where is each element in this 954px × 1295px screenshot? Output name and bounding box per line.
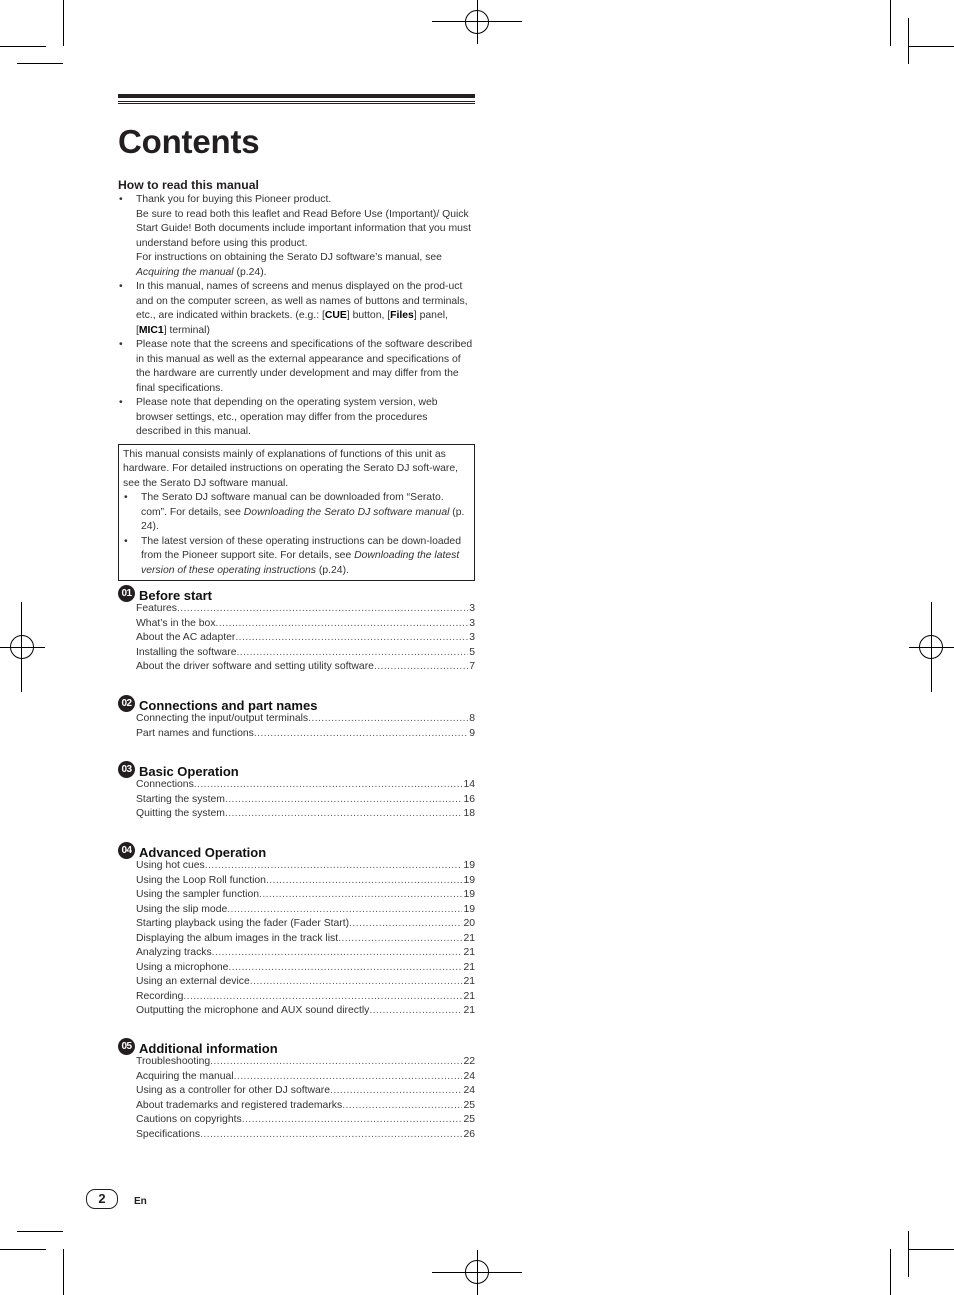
crop-mark bbox=[0, 1249, 46, 1250]
note-text: The Serato DJ software manual can be downloaded from “Serato. com”. For details, see bbox=[141, 492, 444, 518]
title-rule bbox=[118, 101, 475, 102]
toc-entry-label: Starting the system bbox=[136, 793, 225, 805]
toc-entry[interactable] bbox=[136, 1070, 475, 1085]
registration-target-icon bbox=[919, 635, 943, 659]
toc-entry[interactable] bbox=[136, 1084, 475, 1099]
crop-mark bbox=[908, 18, 909, 64]
toc-entry[interactable] bbox=[136, 975, 475, 990]
crop-mark bbox=[63, 1249, 64, 1295]
note-text: The latest version of these operating instructions can be down-loaded from the Pioneer support site. For details, see bbox=[141, 535, 461, 561]
page-footer bbox=[86, 1189, 147, 1209]
toc-entry-page: 18 bbox=[463, 808, 475, 819]
toc-entry[interactable] bbox=[136, 1113, 475, 1128]
toc-entry-page: 21 bbox=[463, 932, 475, 944]
howto-text: ] terminal) bbox=[163, 324, 210, 336]
toc-list bbox=[118, 712, 475, 741]
toc-list bbox=[118, 859, 475, 1019]
language-code: En bbox=[134, 1195, 147, 1207]
toc-entry-page: 16 bbox=[463, 793, 475, 805]
toc-entry-page: 5 bbox=[469, 646, 475, 658]
toc-entry-label: Using as a controller for other DJ software bbox=[136, 1085, 331, 1096]
howto-text: ] panel, [ bbox=[136, 310, 448, 336]
note-intro: This manual consists mainly of explanations of functions of this unit as hardware. For detailed instructions on operating the Serato DJ soft-ware, see the Serato DJ software manual. bbox=[123, 448, 458, 489]
toc-entry-page: 24 bbox=[463, 1085, 475, 1096]
toc-entry-page: 19 bbox=[463, 903, 475, 915]
toc-entry-page: 19 bbox=[463, 860, 475, 871]
toc-entry[interactable] bbox=[136, 1128, 475, 1143]
list-item: • Please note that depending on the operating system version, web browser settings, etc., operation may differ from the procedures described in this manual. bbox=[118, 396, 475, 440]
section-number-badge: 04 bbox=[118, 842, 135, 859]
title-rule bbox=[118, 103, 475, 104]
toc-section-advanced-operation bbox=[118, 841, 475, 1019]
toc-entry-page: 7 bbox=[469, 661, 475, 672]
toc-entry[interactable] bbox=[136, 932, 475, 947]
registration-target-icon bbox=[10, 635, 34, 659]
toc-entry-label: About the driver software and setting utility software bbox=[136, 661, 374, 672]
toc-entry-page: 21 bbox=[463, 1005, 475, 1016]
section-title[interactable]: Additional information bbox=[139, 1040, 278, 1056]
crop-mark bbox=[890, 1249, 891, 1295]
toc-entry[interactable] bbox=[136, 1099, 475, 1114]
howto-text: In this manual, names of screens and menus displayed on the prod-uct and on the computer screen, as well as names of buttons and terminals, etc., are indicated within brackets. (e.g.: [ bbox=[136, 281, 468, 321]
toc-entry-label: Quitting the system bbox=[136, 808, 225, 819]
toc-entry-page: 14 bbox=[463, 779, 475, 790]
page-number: 2 bbox=[86, 1189, 118, 1209]
toc-entry-page: 19 bbox=[463, 874, 475, 886]
list-item bbox=[118, 193, 475, 280]
section-title[interactable]: Advanced Operation bbox=[139, 844, 267, 860]
manual-reference: Acquiring the manual bbox=[136, 266, 234, 278]
toc-entry-label: Troubleshooting bbox=[136, 1056, 211, 1067]
section-title[interactable]: Basic Operation bbox=[139, 763, 239, 779]
toc-list bbox=[118, 778, 475, 822]
toc-entry-page: 21 bbox=[463, 990, 475, 1002]
toc-entry-label: Using the sampler function bbox=[136, 889, 260, 900]
toc-entry[interactable] bbox=[136, 859, 475, 874]
bracket-term: Files bbox=[390, 310, 414, 321]
toc-entry-label: Connections bbox=[136, 779, 194, 790]
toc-entry-page: 26 bbox=[463, 1128, 475, 1140]
howto-list bbox=[118, 193, 475, 440]
toc-entry-label: Features bbox=[136, 603, 178, 614]
toc-entry-label: Using the Loop Roll function bbox=[136, 874, 266, 886]
manual-reference: Downloading the latest version of these operating instructions bbox=[141, 550, 460, 576]
note-box bbox=[118, 444, 475, 582]
toc-entry-page: 3 bbox=[469, 632, 475, 643]
toc-entry[interactable] bbox=[136, 961, 475, 976]
toc-entry-label: About the AC adapter bbox=[136, 632, 236, 643]
toc-entry[interactable] bbox=[136, 727, 475, 742]
section-number-badge: 01 bbox=[118, 585, 135, 602]
toc-entry-label: Part names and functions bbox=[136, 727, 254, 739]
toc-entry-label: Using the slip mode bbox=[136, 903, 228, 915]
toc-entry-label: Analyzing tracks bbox=[136, 947, 212, 958]
crop-mark bbox=[890, 0, 891, 46]
crop-mark bbox=[63, 0, 64, 46]
toc-entry[interactable] bbox=[136, 917, 475, 932]
toc-entry[interactable] bbox=[136, 807, 475, 822]
crop-mark bbox=[908, 1249, 954, 1250]
toc-section-before-start bbox=[118, 584, 475, 675]
toc-entry-label: Cautions on copyrights bbox=[136, 1114, 242, 1125]
section-number-badge: 03 bbox=[118, 761, 135, 778]
toc-entry[interactable] bbox=[136, 903, 475, 918]
toc-entry[interactable] bbox=[136, 1055, 475, 1070]
toc-entry[interactable] bbox=[136, 946, 475, 961]
toc-entry-page: 21 bbox=[463, 947, 475, 958]
list-item bbox=[123, 491, 470, 535]
toc-entry-page: 20 bbox=[463, 918, 475, 929]
toc-entry[interactable] bbox=[136, 617, 475, 632]
toc-section-connections bbox=[118, 694, 475, 741]
toc-entry[interactable] bbox=[136, 793, 475, 808]
toc-entry-page: 9 bbox=[469, 727, 475, 739]
toc-entry[interactable] bbox=[136, 778, 475, 793]
toc-entry-label: Displaying the album images in the track list bbox=[136, 932, 339, 944]
note-text: (p. 24). bbox=[141, 506, 465, 532]
toc-entry-label: What’s in the box bbox=[136, 617, 216, 629]
list-item bbox=[118, 280, 475, 338]
section-title[interactable]: Before start bbox=[139, 587, 212, 603]
toc-entry[interactable] bbox=[136, 646, 475, 661]
section-title[interactable]: Connections and part names bbox=[139, 697, 318, 713]
toc-entry[interactable] bbox=[136, 888, 475, 903]
crop-mark bbox=[17, 1231, 63, 1232]
toc-entry-page: 21 bbox=[463, 976, 475, 987]
page-title: Contents bbox=[118, 123, 260, 160]
crop-mark bbox=[908, 46, 954, 47]
toc-entry-page: 19 bbox=[463, 889, 475, 900]
note-text: (p.24). bbox=[316, 564, 349, 576]
howto-text: Be sure to read both this leaflet and Read Before Use (Important)/ Quick Start Guide! Both documents include important information that you must understand before using this product. bbox=[136, 208, 471, 249]
toc-entry-page: 8 bbox=[469, 713, 475, 724]
toc-entry-page: 25 bbox=[463, 1099, 475, 1111]
toc-entry-label: Using a microphone bbox=[136, 961, 229, 973]
toc-entry[interactable] bbox=[136, 602, 475, 617]
section-number-badge: 02 bbox=[118, 695, 135, 712]
crop-mark bbox=[17, 63, 63, 64]
toc-entry-label: Specifications bbox=[136, 1128, 201, 1140]
toc-entry-page: 22 bbox=[463, 1056, 475, 1067]
toc-entry-label: Installing the software bbox=[136, 646, 237, 658]
toc-entry[interactable] bbox=[136, 1004, 475, 1019]
toc-entry[interactable] bbox=[136, 874, 475, 889]
toc-entry-page: 24 bbox=[463, 1070, 475, 1082]
toc-section-additional-information bbox=[118, 1037, 475, 1142]
toc-entry-page: 21 bbox=[463, 961, 475, 973]
toc-list bbox=[118, 1055, 475, 1142]
toc-entry-label: Outputting the microphone and AUX sound directly bbox=[136, 1005, 370, 1016]
toc-entry[interactable] bbox=[136, 660, 475, 675]
toc-entry-label: Recording bbox=[136, 990, 184, 1002]
howto-text: • Thank you for buying this Pioneer product. bbox=[136, 194, 332, 205]
howto-text: ] button, [ bbox=[346, 310, 391, 321]
toc-entry[interactable] bbox=[136, 631, 475, 646]
toc-entry-page: 3 bbox=[469, 603, 475, 614]
crop-mark bbox=[0, 46, 46, 47]
toc-entry-page: 25 bbox=[463, 1114, 475, 1125]
bracket-term: MIC1 bbox=[138, 324, 164, 336]
toc-entry[interactable] bbox=[136, 712, 475, 727]
toc-list bbox=[118, 602, 475, 675]
howto-text: For instructions on obtaining the Serato DJ software’s manual, see bbox=[136, 252, 442, 263]
registration-target-icon bbox=[465, 10, 489, 34]
howto-heading: How to read this manual bbox=[118, 178, 259, 192]
toc-entry-page: 3 bbox=[469, 617, 475, 629]
note-list bbox=[123, 491, 470, 578]
toc-entry-label: Connecting the input/output terminals bbox=[136, 713, 309, 724]
howto-text: (p.24). bbox=[233, 266, 267, 278]
manual-reference: Downloading the Serato DJ software manual bbox=[243, 506, 450, 518]
toc-entry-label: About trademarks and registered trademarks bbox=[136, 1099, 343, 1111]
list-item bbox=[123, 535, 470, 579]
list-item: • Please note that the screens and specifications of the software described in this manual as well as the external appearance and specifications of the hardware are currently under development and may differ from the final specifications. bbox=[118, 338, 475, 396]
toc-entry-label: Starting playback using the fader (Fader Start) bbox=[136, 918, 350, 929]
section-number-badge: 05 bbox=[118, 1038, 135, 1055]
toc-section-basic-operation bbox=[118, 760, 475, 822]
bracket-term: CUE bbox=[324, 310, 347, 321]
toc-entry-label: Using an external device bbox=[136, 976, 250, 987]
crop-mark bbox=[908, 1231, 909, 1277]
intro-column bbox=[118, 94, 475, 581]
registration-target-icon bbox=[465, 1260, 489, 1284]
toc-entry-label: Using hot cues bbox=[136, 860, 205, 871]
toc-entry-label: Acquiring the manual bbox=[136, 1070, 234, 1082]
toc-entry[interactable] bbox=[136, 990, 475, 1005]
